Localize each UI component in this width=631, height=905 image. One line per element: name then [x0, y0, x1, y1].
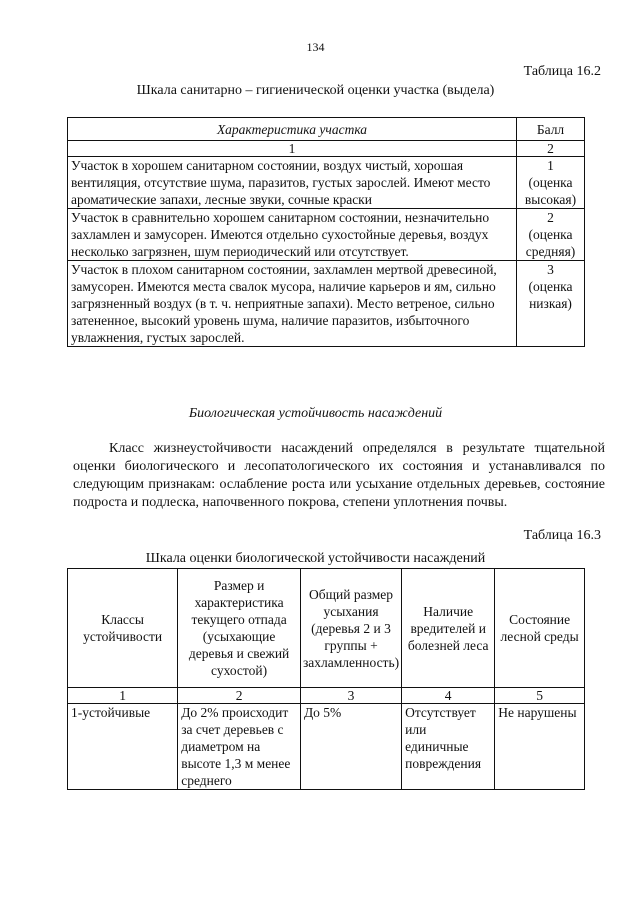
- table-header-row: [68, 569, 585, 688]
- score-value: 1: [547, 158, 554, 173]
- table-row: [68, 704, 585, 790]
- column-header: Состояние лесной среды: [495, 569, 585, 688]
- stability-scale-table: [67, 568, 585, 790]
- column-header: Наличие вредителей и болезней леса: [402, 569, 495, 688]
- score-note: (оценка: [528, 279, 573, 294]
- column-number-row: [68, 688, 585, 704]
- column-number: 3: [300, 688, 401, 704]
- section-title: Биологическая устойчивость насаждений: [188, 406, 443, 421]
- column-header: Размер и характеристика текущего отпада (усыхающие деревья и свежий сухостой): [178, 569, 301, 688]
- column-number: 2: [517, 141, 585, 157]
- score-cell: [517, 209, 585, 261]
- body-paragraph: Класс жизнеустойчивости насаждений определялся в результате тщательной оценки биологического и лесопатологического их состояния и устанавливался по следующим признакам: ослабление роста или усыхание отдельных деревьев, состояние подроста и подлеска, напочвенного покрова, степени уплотнения почвы.: [73, 441, 605, 510]
- score-value: 2: [547, 210, 554, 225]
- score-note: средняя): [525, 244, 576, 259]
- column-number-row: [68, 141, 585, 157]
- score-cell: [517, 261, 585, 347]
- score-note: (оценка: [528, 175, 573, 190]
- table-title: Шкала оценки биологической устойчивости насаждений: [145, 551, 486, 566]
- score-cell: [517, 157, 585, 209]
- table-header-row: [68, 118, 585, 141]
- score-note: (оценка: [528, 227, 573, 242]
- column-number: 2: [178, 688, 301, 704]
- column-header: Общий размер усыхания (деревья 2 и 3 группы + захламленность): [300, 569, 401, 688]
- column-number: 1: [68, 688, 178, 704]
- description-cell: Участок в хорошем санитарном состоянии, воздух чистый, хорошая вентиляция, отсутствие шума, паразитов, густых зарослей. Имеют место ароматические запахи, лесные звуки, сочные краски: [68, 157, 517, 209]
- sanitary-scale-table: [67, 117, 585, 347]
- score-note: низкая): [529, 296, 572, 311]
- score-note: высокая): [524, 192, 577, 207]
- table-cell: До 5%: [300, 704, 401, 790]
- table-row: [68, 157, 585, 209]
- table-cell: Не нарушены: [495, 704, 585, 790]
- score-value: 3: [547, 262, 554, 277]
- table-row: [68, 209, 585, 261]
- table-title: Шкала санитарно – гигиенической оценки участка (выдела): [136, 83, 495, 98]
- table-row: [68, 261, 585, 347]
- table-caption: Таблица 16.2: [523, 64, 601, 79]
- column-header: Балл: [517, 118, 585, 141]
- table-cell: 1-устойчивые: [68, 704, 178, 790]
- column-number: 4: [402, 688, 495, 704]
- table-caption: Таблица 16.3: [523, 528, 601, 543]
- page-number: 134: [306, 40, 325, 54]
- column-number: 5: [495, 688, 585, 704]
- column-number: 1: [68, 141, 517, 157]
- column-header: Характеристика участка: [68, 118, 517, 141]
- description-cell: Участок в плохом санитарном состоянии, захламлен мертвой древесиной, замусорен. Имеются места свалок мусора, наличие карьеров и ям, сильно загрязненный воздух (в т. ч. неприятные запахи). Место ветреное, сильно затененное, высокий уровень шума, наличие паразитов, избыточного увлажнения, густых зарослей.: [68, 261, 517, 347]
- column-header: Классы устойчивости: [68, 569, 178, 688]
- description-cell: Участок в сравнительно хорошем санитарном состоянии, незначительно захламлен и замусорен. Имеются отдельно сухостойные деревья, воздух несколько загрязнен, шум периодический или отсутствует.: [68, 209, 517, 261]
- table-cell: Отсутствует или единичные повреждения: [402, 704, 495, 790]
- table-cell: До 2% происходит за счет деревьев с диаметром на высоте 1,3 м менее среднего: [178, 704, 301, 790]
